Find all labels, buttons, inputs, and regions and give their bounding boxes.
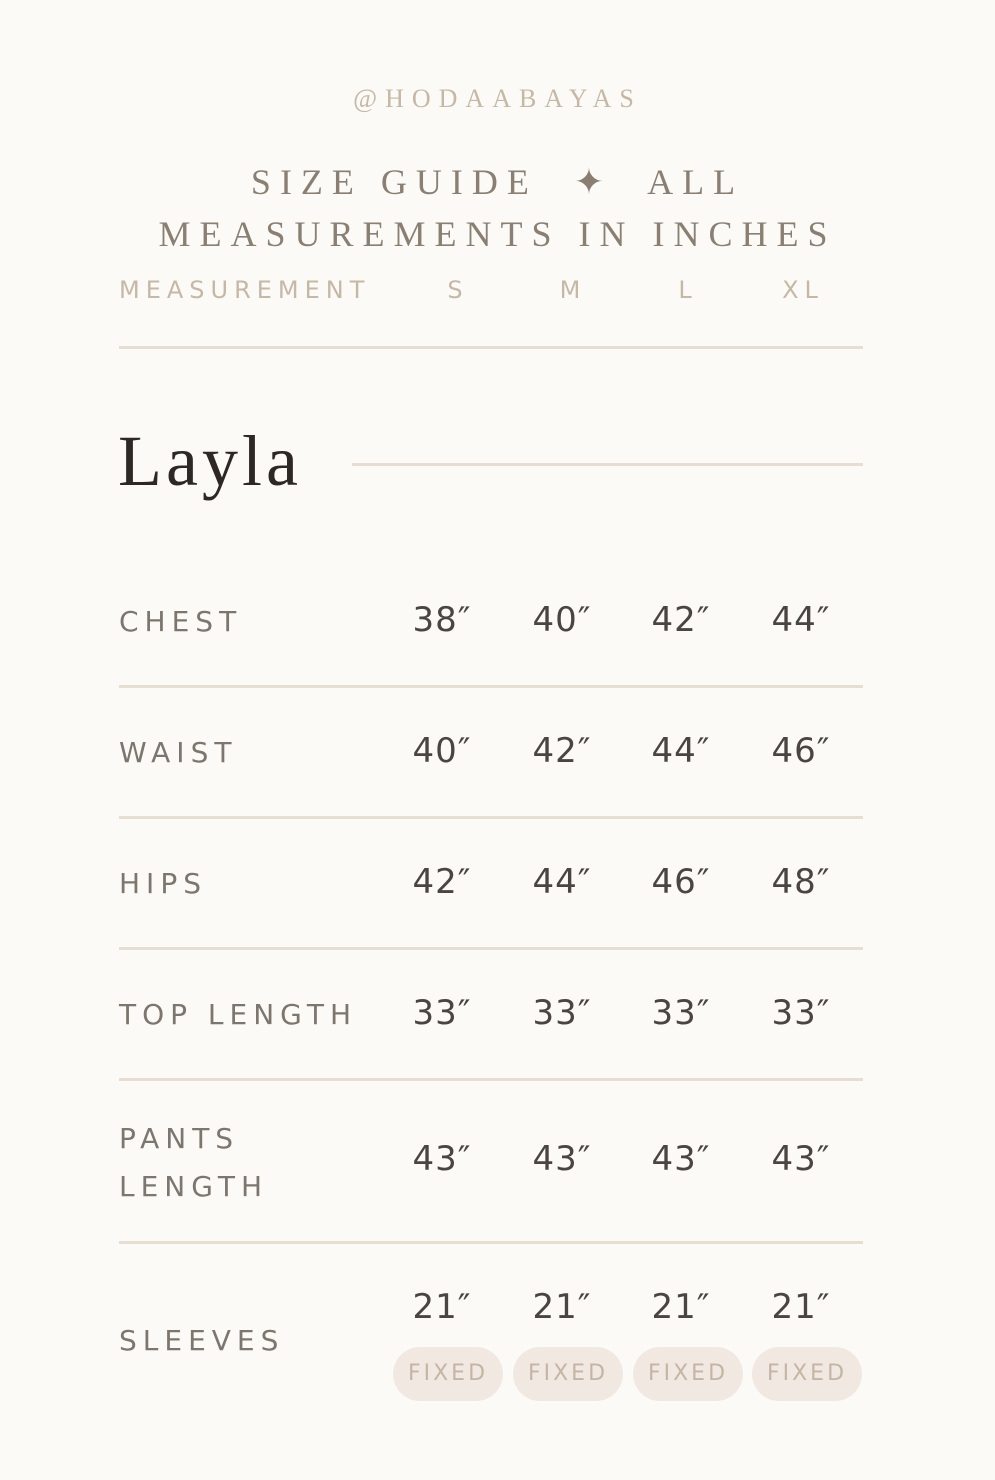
value-l: 21″	[651, 1287, 711, 1327]
value-s: 42″	[412, 862, 472, 902]
row-label: TOP LENGTH	[119, 998, 358, 1031]
row-divider	[119, 947, 863, 950]
fixed-badge: FIXED	[633, 1347, 743, 1401]
section-title-divider	[352, 463, 863, 466]
value-m: 33″	[532, 993, 592, 1033]
row-divider	[119, 1078, 863, 1081]
header-size-xl: XL	[782, 276, 824, 304]
header-size-s: S	[447, 276, 469, 304]
title-line-2: MEASUREMENTS IN INCHES	[158, 214, 837, 254]
value-s: 33″	[412, 993, 472, 1033]
row-divider	[119, 1241, 863, 1244]
value-s: 40″	[412, 731, 472, 771]
value-xl: 33″	[771, 993, 831, 1033]
sparkle-icon: ✦	[573, 162, 614, 202]
value-xl: 48″	[771, 862, 831, 902]
value-xl: 44″	[771, 600, 831, 640]
row-label: WAIST	[119, 736, 238, 769]
value-m: 40″	[532, 600, 592, 640]
value-s: 43″	[412, 1139, 472, 1179]
value-l: 43″	[651, 1139, 711, 1179]
brand-handle: @HODAABAYAS	[353, 84, 642, 113]
value-xl: 46″	[771, 731, 831, 771]
value-l: 46″	[651, 862, 711, 902]
row-label-line-2: LENGTH	[119, 1170, 269, 1203]
row-divider	[119, 816, 863, 819]
value-m: 21″	[532, 1287, 592, 1327]
value-l: 33″	[651, 993, 711, 1033]
title-size-guide: SIZE GUIDE	[250, 162, 538, 202]
page-title	[110, 156, 885, 260]
value-xl: 21″	[771, 1287, 831, 1327]
row-label-line-1: PANTS	[119, 1122, 240, 1155]
value-s: 21″	[412, 1287, 472, 1327]
value-m: 43″	[532, 1139, 592, 1179]
size-header-row	[119, 276, 863, 316]
value-m: 42″	[532, 731, 592, 771]
header-size-m: M	[559, 276, 587, 304]
value-m: 44″	[532, 862, 592, 902]
title-all: ALL	[647, 162, 745, 202]
row-label: SLEEVES	[119, 1324, 285, 1357]
value-xl: 43″	[771, 1139, 831, 1179]
value-s: 38″	[412, 600, 472, 640]
row-label: HIPS	[119, 867, 207, 900]
fixed-badge: FIXED	[513, 1347, 623, 1401]
section-title: Layla	[118, 421, 302, 501]
header-divider	[119, 346, 863, 349]
row-label: CHEST	[119, 605, 243, 638]
value-l: 44″	[651, 731, 711, 771]
value-l: 42″	[651, 600, 711, 640]
header-measurement: MEASUREMENT	[119, 276, 371, 304]
fixed-badge: FIXED	[752, 1347, 862, 1401]
row-divider	[119, 685, 863, 688]
header-size-l: L	[678, 276, 698, 304]
fixed-badge: FIXED	[393, 1347, 503, 1401]
title-line-1	[110, 156, 885, 208]
